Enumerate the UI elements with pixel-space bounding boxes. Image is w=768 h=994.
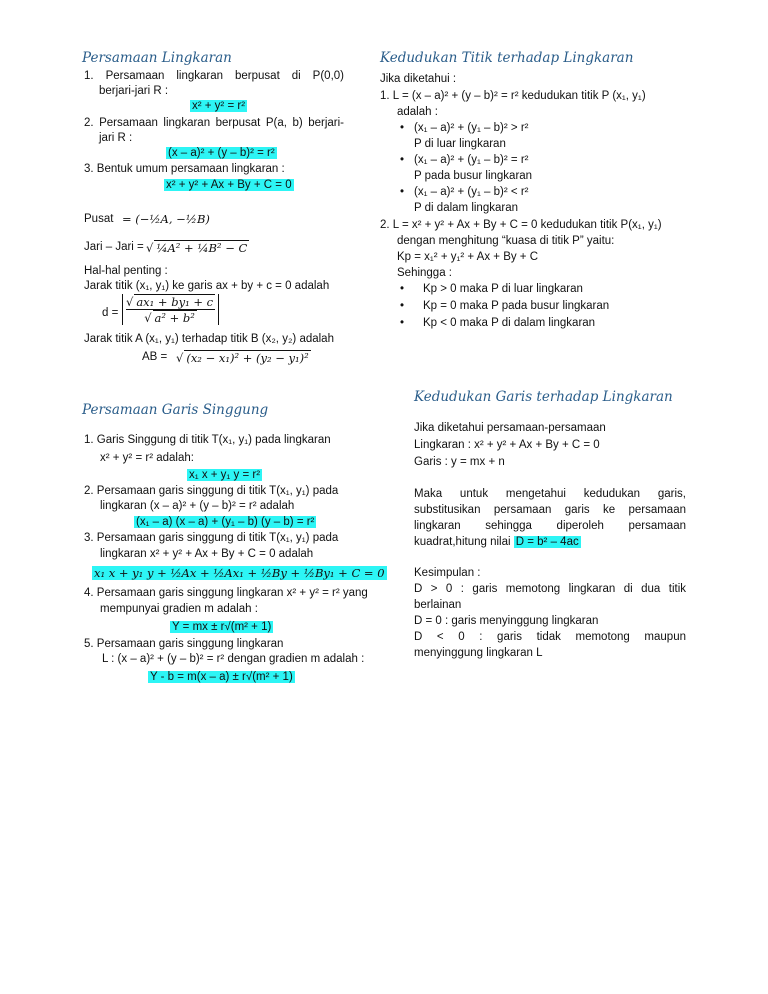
gs-3-line-a: 3. Persamaan garis singgung di titik T(x₁, y₁) pada <box>84 532 339 544</box>
heading-garis-singgung: Persamaan Garis Singgung <box>82 402 269 418</box>
formula-1: x² + y² = r² <box>192 100 246 112</box>
sehingga: Sehingga : <box>397 267 452 279</box>
kt-2-line-a: 2. L = x² + y² + Ax + By + C = 0 kedudukan titik P(x₁, y₁) <box>380 219 662 231</box>
kt-cond-2-desc: P pada busur lingkaran <box>414 170 533 182</box>
gs-formula-4: Y = mx ± r√(m² + 1) <box>172 621 272 633</box>
gs-5-line-a: 5. Persamaan garis singgung lingkaran <box>84 638 284 650</box>
gs-1-line-b: x² + y² = r² adalah: <box>100 452 194 464</box>
gs-3-line-b: lingkaran x² + y² + Ax + By + C = 0 adalah <box>100 548 314 560</box>
d-label: d = <box>102 307 119 319</box>
discriminant-highlight: D = b² – 4ac <box>515 536 579 548</box>
kt-cond-1: (x₁ – a)² + (y₁ – b)² > r² <box>414 122 529 134</box>
kg-intro: Jika diketahui persamaan-persamaan <box>414 422 606 434</box>
ab-label: AB = <box>142 351 168 363</box>
jari-label: Jari – Jari = <box>84 241 144 253</box>
formula-2: (x – a)² + (y – b)² = r² <box>168 147 275 159</box>
heading-persamaan-lingkaran: Persamaan Lingkaran <box>82 50 232 66</box>
bullet-s2: • <box>400 300 405 312</box>
jarak-titik-garis: Jarak titik (x₁, y₁) ke garis ax + by + c = 0 adalah <box>84 280 330 292</box>
kp-pos: Kp > 0 maka P di luar lingkaran <box>423 283 583 295</box>
kes-3-a: D < 0 : garis tidak memotong maupun <box>414 631 686 643</box>
bullet-3: • <box>400 186 405 198</box>
jari-expression: √ ¼A² + ¼B² − C <box>146 241 248 255</box>
gs-formula-2: (x₁ – a) (x – a) + (y₁ – b) (y – b) = r² <box>136 516 315 528</box>
gs-4-line-b: mempunyai gradien m adalah : <box>100 603 258 615</box>
ab-expression: √ (x₂ − x₁)² + (y₂ − y₁)² <box>176 351 309 365</box>
kg-para-3: lingkaran sehingga diperoleh persamaan <box>414 520 686 532</box>
item-1-line-b: berjari-jari R : <box>99 85 169 97</box>
kg-para-1: Maka untuk mengetahui kedudukan garis, <box>414 488 686 500</box>
bullet-s3: • <box>400 317 405 329</box>
formula-3: x² + y² + Ax + By + C = 0 <box>166 179 292 191</box>
jarak-titik-titik: Jarak titik A (x₁, y₁) terhadap titik B (x₂, y₂) adalah <box>84 333 334 345</box>
kp-zero: Kp = 0 maka P pada busur lingkaran <box>423 300 610 312</box>
gs-1-line-a: 1. Garis Singgung di titik T(x₁, y₁) pada lingkaran <box>84 434 331 446</box>
kes-3-b: menyinggung lingkaran L <box>414 647 543 659</box>
kt-cond-3: (x₁ – a)² + (y₁ – b)² < r² <box>414 186 529 198</box>
item-3: 3. Bentuk umum persamaan lingkaran : <box>84 163 285 175</box>
hal-penting: Hal-hal penting : <box>84 265 168 277</box>
kes-1-b: berlainan <box>414 599 462 611</box>
kt-intro: Jika diketahui : <box>380 73 457 85</box>
kt-1-line-b: adalah : <box>397 106 438 118</box>
gs-formula-3: x₁ x + y₁ y + ½Ax + ½Ax₁ + ½By + ½By₁ + C = 0 <box>94 566 385 580</box>
gs-5-line-b: L : (x – a)² + (y – b)² = r² dengan gradien m adalah : <box>102 653 365 665</box>
kt-2-line-b: dengan menghitung “kuasa di titik P” yaitu: <box>397 235 615 247</box>
kp-neg: Kp < 0 maka P di dalam lingkaran <box>423 317 596 329</box>
kesimpulan: Kesimpulan : <box>414 567 481 579</box>
item-2-line-a: 2. Persamaan lingkaran berpusat P(a, b) berjari- <box>84 117 344 129</box>
pusat-expression: = (−½A, −½B) <box>122 212 210 226</box>
kg-para-2: substitusikan persamaan garis ke persamaan <box>414 504 686 516</box>
bullet-s1: • <box>400 283 405 295</box>
kg-para-4: kuadrat,hitung nilai D = b² – 4ac <box>414 536 579 548</box>
kp-formula: Kp = x₁² + y₁² + Ax + By + C <box>397 251 539 263</box>
kes-1-a: D > 0 : garis memotong lingkaran di dua titik <box>414 583 686 595</box>
kt-1-line-a: 1. L = (x – a)² + (y – b)² = r² kedudukan titik P (x₁, y₁) <box>380 90 646 102</box>
gs-formula-1: x₁ x + y₁ y = r² <box>189 469 261 481</box>
item-2-line-b: jari R : <box>99 132 133 144</box>
d-fraction: $\frac{\text{√ ax₁ + by₁ + c}}{\text{√ a² + b²}}$ <box>122 294 219 325</box>
kt-cond-2: (x₁ – a)² + (y₁ – b)² = r² <box>414 154 529 166</box>
heading-kedudukan-titik: Kedudukan Titik terhadap Lingkaran <box>380 50 634 66</box>
kt-cond-3-desc: P di dalam lingkaran <box>414 202 518 214</box>
gs-formula-5: Y - b = m(x – a) ± r√(m² + 1) <box>150 671 293 683</box>
pusat-label: Pusat <box>84 213 114 225</box>
heading-kedudukan-garis: Kedudukan Garis terhadap Lingkaran <box>414 389 673 405</box>
kt-cond-1-desc: P di luar lingkaran <box>414 138 506 150</box>
kg-garis: Garis : y = mx + n <box>414 456 505 468</box>
kes-2: D = 0 : garis menyinggung lingkaran <box>414 615 599 627</box>
gs-2-line-b: lingkaran (x – a)² + (y – b)² = r² adalah <box>100 500 295 512</box>
item-1-line-a: 1. Persamaan lingkaran berpusat di P(0,0) <box>84 70 344 82</box>
bullet-1: • <box>400 122 405 134</box>
gs-4-line-a: 4. Persamaan garis singgung lingkaran x² + y² = r² yang <box>84 587 368 599</box>
bullet-2: • <box>400 154 405 166</box>
gs-2-line-a: 2. Persamaan garis singgung di titik T(x₁, y₁) pada <box>84 485 339 497</box>
kg-lingkaran: Lingkaran : x² + y² + Ax + By + C = 0 <box>414 439 600 451</box>
